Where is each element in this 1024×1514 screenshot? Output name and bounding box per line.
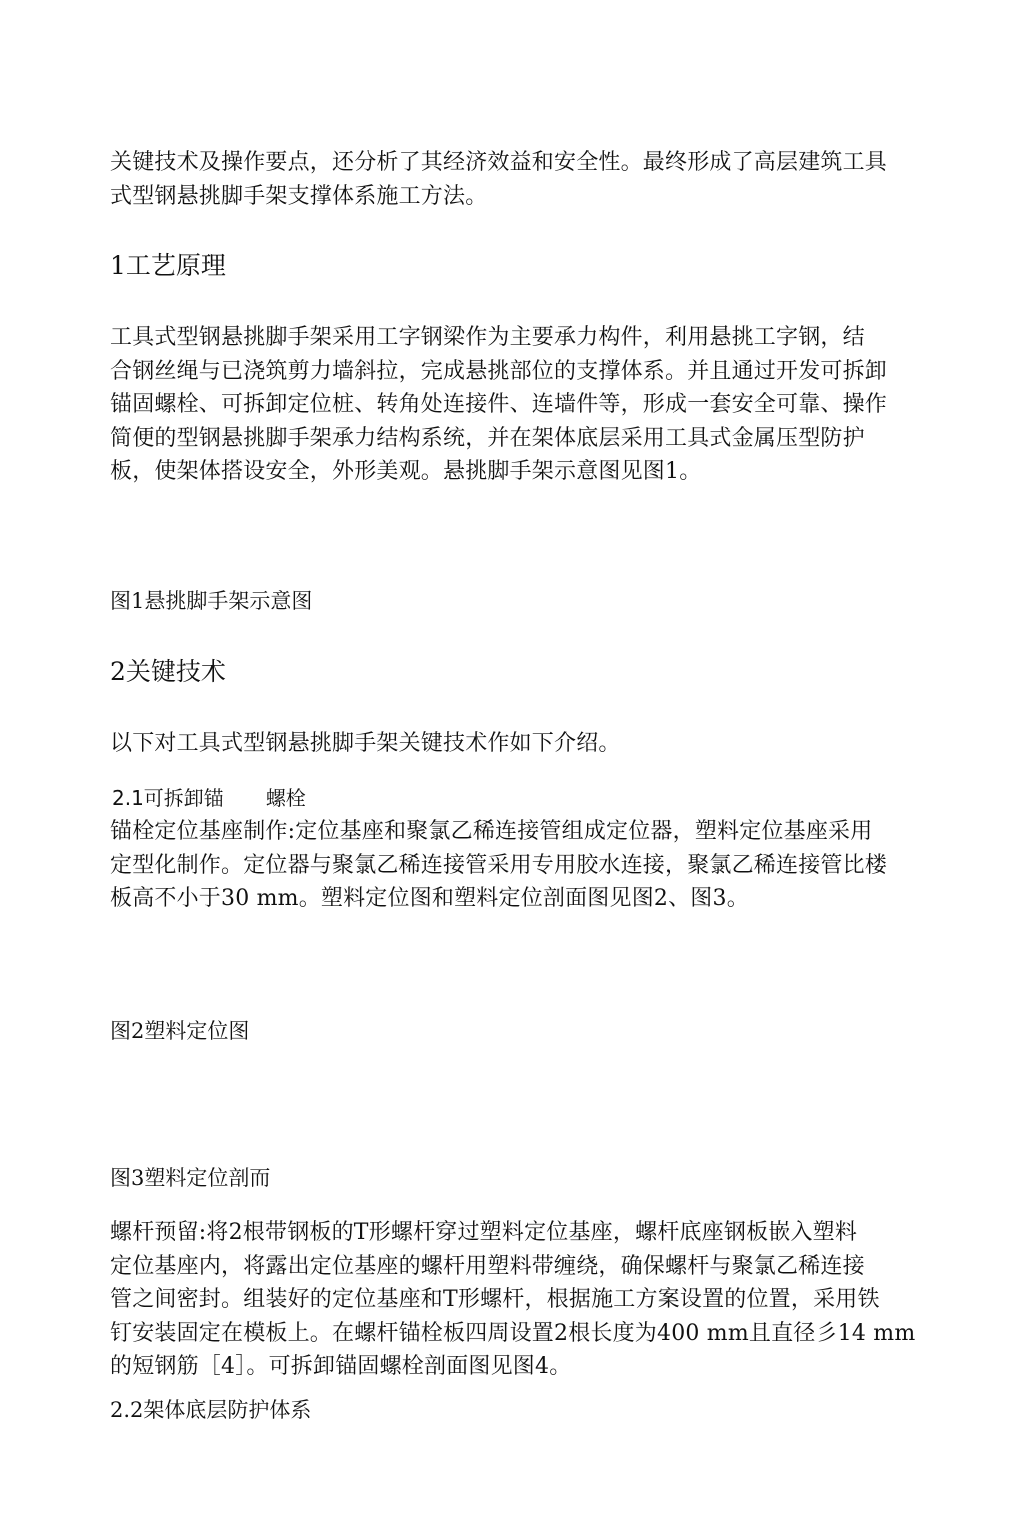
text-line: 钉安装固定在模板上。在螺杆锚栓板四周设置2根长度为400 mm且直径彡14 mm [110,1320,916,1346]
text-line: 工具式型钢悬挑脚手架采用工字钢梁作为主要承力构件，利用悬挑工字钢，结 [110,325,865,350]
subsection-heading-right: 螺栓 [265,786,306,810]
intro-tail-paragraph [110,146,890,213]
text-line: 锚栓定位基座制作:定位基座和聚氯乙稀连接管组成定位器，塑料定位基座采用 [110,819,873,844]
text-line: 锚固螺栓、可拆卸定位桩、转角处连接件、连墙件等，形成一套安全可靠、操作 [110,392,888,418]
text-line: 板，使架体搭设安全，外形美观。悬挑脚手架示意图见图1。 [110,459,702,485]
text-line: 以下对工具式型钢悬挑脚手架关键技术作如下介绍。 [110,731,621,756]
section-2-intro [110,727,890,761]
text-line: 合钢丝绳与已浇筑剪力墙斜拉，完成悬挑部位的支撑体系。并且通过开发可拆卸 [110,358,888,384]
subsection-2-1-paragraph [110,815,890,916]
section-2-heading: 2关键技术 [110,657,226,686]
text-line: 定型化制作。定位器与聚氯乙稀连接管采用专用胶水连接，聚氯乙稀连接管比楼 [110,852,888,878]
subsection-heading-left: 2.1可拆卸锚 [112,786,224,810]
text-line: 板高不小于30 mm。塑料定位图和塑料定位剖面图见图2、图3。 [110,886,749,912]
figure-3-caption: 图3塑料定位剖而 [110,1166,271,1190]
text-line: 的短钢筋［4］。可拆卸锚固螺栓剖面图见图4。 [110,1354,572,1380]
text-line: 式型钢悬挑脚手架支撑体系施工方法。 [110,183,488,209]
text-line: 定位基座内，将露出定位基座的螺杆用塑料带缠绕，确保螺杆与聚氯乙稀连接 [110,1253,865,1279]
subsection-2-2-heading: 2.2架体底层防护体系 [110,1398,312,1422]
subsection-2-1-heading [112,784,892,812]
section-1-paragraph [110,321,890,489]
text-line: 螺杆预留:将2根带钢板的T形螺杆穿过塑料定位基座，螺杆底座钢板嵌入塑料 [110,1220,858,1245]
text-line: 管之间密封。组装好的定位基座和T形螺杆，根据施工方案设置的位置，采用铁 [110,1287,880,1313]
text-line: 关键技术及操作要点，还分析了其经济效益和安全性。最终形成了高层建筑工具 [110,150,888,175]
figure-1-caption: 图1悬挑脚手架示意图 [110,589,313,613]
subsection-2-1-paragraph-2 [110,1216,916,1384]
section-1-heading: 1工艺原理 [110,251,226,280]
text-line: 简便的型钢悬挑脚手架承力结构系统，并在架体底层采用工具式金属压型防护 [110,425,865,451]
figure-2-caption: 图2塑料定位图 [110,1019,250,1043]
